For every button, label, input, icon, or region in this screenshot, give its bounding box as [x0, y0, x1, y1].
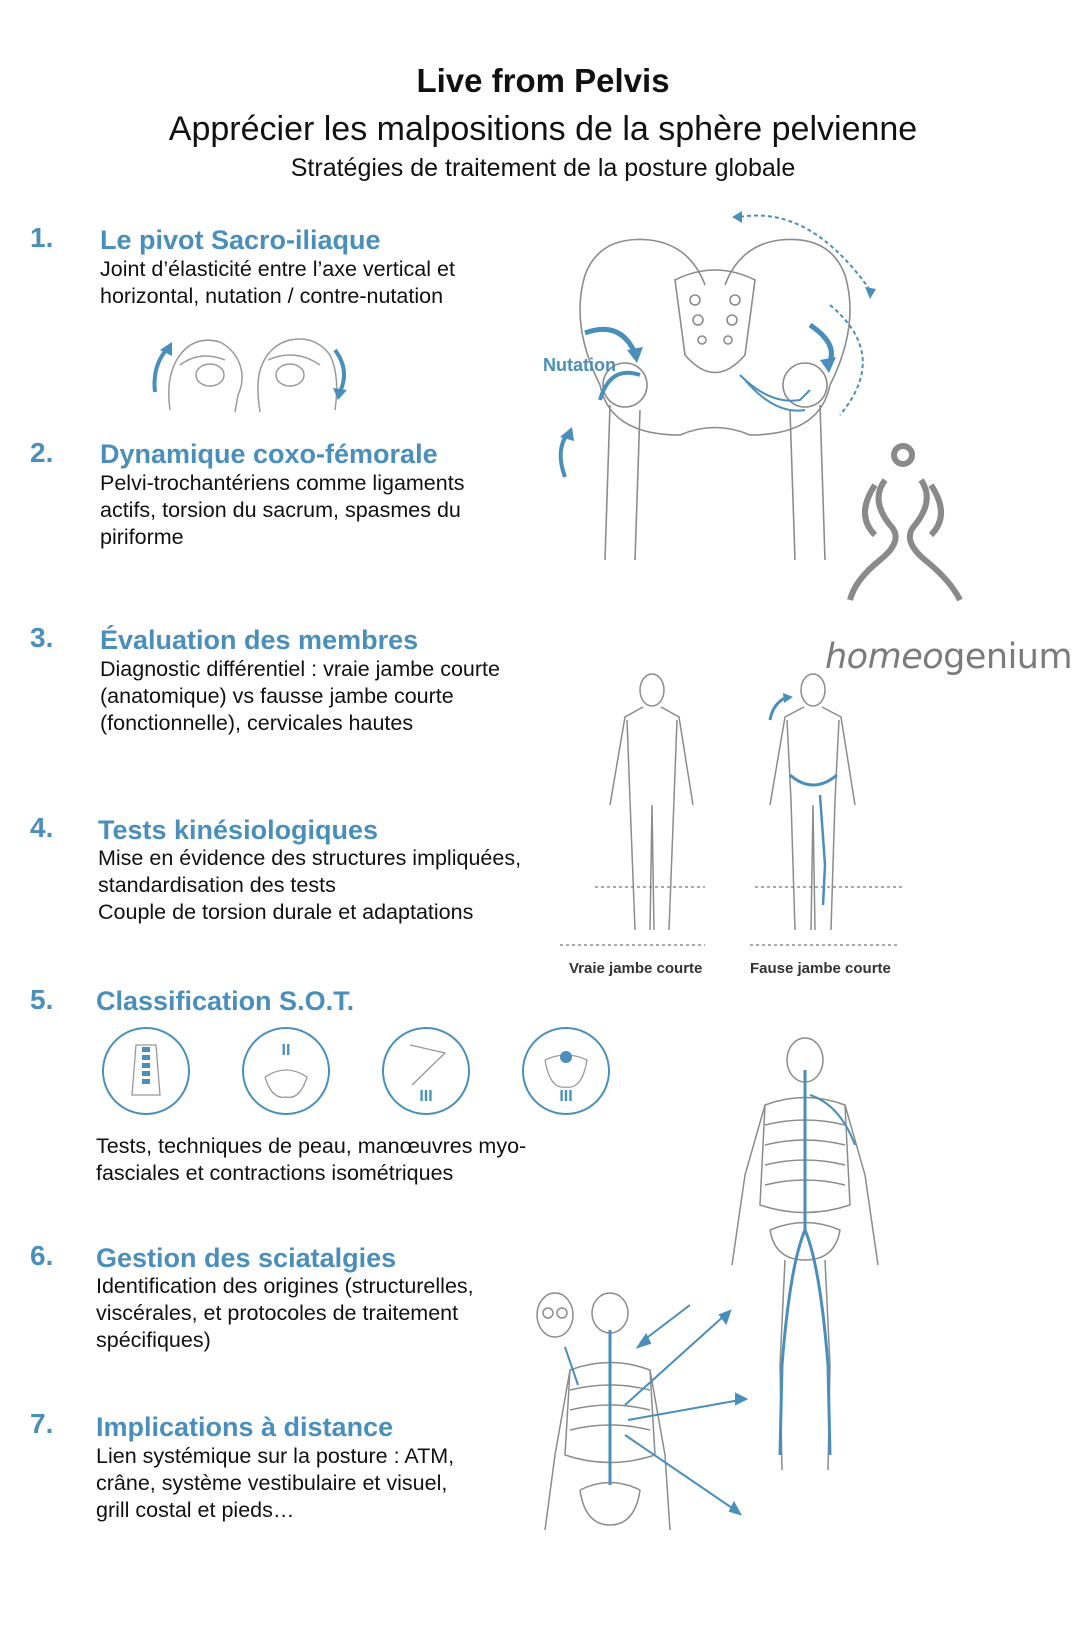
- section-title-5: Classification S.O.T.: [96, 986, 355, 1016]
- section-body-2: Pelvi-trochantériens comme ligaments actifs, torsion du sacrum, spasmes du piriforme: [100, 471, 465, 549]
- section-number-1: 1.: [30, 222, 54, 253]
- section-title-4: Tests kinésiologiques: [98, 815, 379, 845]
- section-number-4: 4.: [30, 812, 54, 843]
- section-title-2: Dynamique coxo-fémorale: [100, 439, 438, 469]
- section-title-3: Évaluation des membres: [100, 625, 419, 655]
- section-body-6: Identification des origines (structurelles, viscérales, et protocoles de traitement spécifiques): [96, 1274, 474, 1352]
- sot-category-icons: [100, 1025, 620, 1120]
- sot-category-label-3a: III: [419, 1088, 433, 1105]
- homeogenium-logo-text: homeogenium: [825, 637, 1073, 677]
- section-title-1: Le pivot Sacro-iliaque: [100, 225, 381, 255]
- page-title: Live from Pelvis: [416, 62, 670, 99]
- sacroiliac-pelvis-illustration: [140, 320, 360, 420]
- sot-pelvis-icon: [243, 1028, 329, 1114]
- true-short-leg-caption: Vraie jambe courte: [569, 960, 703, 977]
- skeleton-remote-implications-illustration: [530, 1285, 760, 1540]
- page-tagline: Stratégies de traitement de la posture globale: [290, 154, 796, 182]
- section-number-7: 7.: [30, 1408, 54, 1439]
- section-number-6: 6.: [30, 1240, 54, 1271]
- section-body-5: Tests, techniques de peau, manœuvres myo- fasciales et contractions isométriques: [96, 1134, 527, 1185]
- section-number-2: 2.: [30, 437, 54, 468]
- homeogenium-logo-icon: [835, 440, 975, 610]
- section-title-7: Implications à distance: [96, 1412, 394, 1442]
- page-subtitle: Apprécier les malpositions de la sphère pelvienne: [168, 110, 918, 148]
- section-title-6: Gestion des sciatalgies: [96, 1243, 397, 1273]
- section-body-4: Mise en évidence des structures impliquées, standardisation des tests Couple de torsion durale et adaptations: [98, 846, 522, 924]
- sot-category-label-2: II: [281, 1042, 291, 1059]
- section-body-3: Diagnostic différentiel : vraie jambe courte (anatomique) vs fausse jambe courte (fonctionnelle), cervicales hautes: [100, 657, 500, 735]
- sot-category-label-3b: III: [559, 1088, 573, 1105]
- section-number-3: 3.: [30, 622, 54, 653]
- section-number-5: 5.: [30, 984, 54, 1015]
- section-body-7: Lien systémique sur la posture : ATM, crâne, système vestibulaire et visuel, grill costal et pieds…: [96, 1444, 455, 1522]
- leg-length-figures-illustration: [555, 665, 910, 955]
- section-body-1: Joint d’élasticité entre l’axe vertical et horizontal, nutation / contre-nutation: [100, 257, 455, 308]
- false-short-leg-caption: Fause jambe courte: [750, 960, 891, 977]
- nutation-label: Nutation: [543, 355, 616, 375]
